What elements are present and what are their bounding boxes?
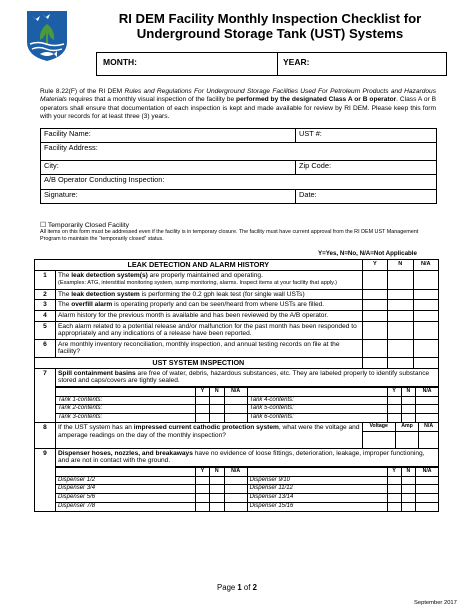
item-6-na[interactable] [413, 339, 438, 357]
ust-number-field[interactable]: UST #: [296, 129, 437, 143]
intro-paragraph: Rule 8.22(F) of the RI DEM Rules and Regulations For Underground Storage Facilities Used For Petroleum Products and Hazardous Materials requires that a monthly visual inspection of the facility be performed by the designated Class A or B operator. Class A or B operators shall ensure that documentation of each inspection is kept and made available for review by RI DEM. Please keep this form with your records for at least three (3) years. [40, 88, 436, 121]
item-3-no[interactable] [388, 300, 413, 311]
col-y-header: Y [362, 260, 387, 271]
voltage-input[interactable] [363, 431, 396, 448]
checklist-item-1: 1 The leak detection system(s) are properly maintained and operating. (Examples: ATG, interstitial monitoring system, sump monitoring, alarms. Inspect items at your facility that apply.) [35, 270, 439, 289]
checklist-item-3: 3 The overfill alarm is operating properly and can be seen/heard from where USTs are filled. [35, 300, 439, 311]
city-field[interactable]: City: [41, 161, 296, 175]
item-2-na[interactable] [413, 289, 438, 300]
signature-field[interactable]: Signature: [41, 189, 296, 203]
tank-6-label: Tank 6-contents: [249, 414, 294, 421]
operator-field[interactable]: A/B Operator Conducting Inspection: [41, 175, 437, 189]
month-year-box [96, 52, 447, 76]
legend: Y=Yes, N=No, N/A=Not Applicable [318, 250, 417, 257]
item-6-yes[interactable] [362, 339, 387, 357]
item-4-no[interactable] [388, 310, 413, 321]
dispenser-13-14-label: Dispenser 13/14 [249, 494, 294, 501]
item-5-na[interactable] [413, 321, 438, 339]
item-2-yes[interactable] [362, 289, 387, 300]
item-2-no[interactable] [388, 289, 413, 300]
page-title [80, 11, 460, 41]
item-1-yes[interactable] [362, 270, 387, 289]
item-4-na[interactable] [413, 310, 438, 321]
facility-info-table [40, 128, 437, 204]
tank-1-label: Tank 1-contents: [58, 396, 103, 403]
col-na-header: N/A [413, 260, 438, 271]
dispenser-3-4-label: Dispenser 3/4 [58, 485, 96, 492]
ri-dem-logo [26, 10, 68, 62]
checklist-item-2: 2 The leak detection system is performing the 0.2 gph leak test (for single wall USTs) [35, 289, 439, 300]
revision-date: September 2017 [414, 600, 457, 606]
inspection-checklist [34, 259, 439, 512]
section-leak-detection: LEAK DETECTION AND ALARM HISTORY [35, 260, 363, 271]
dispenser-15-16-label: Dispenser 15/16 [249, 503, 294, 510]
page-number: Page 1 of 2 [217, 583, 257, 592]
year-field[interactable]: YEAR: [283, 57, 310, 67]
section-ust-system: UST SYSTEM INSPECTION [35, 357, 363, 368]
dispenser-9-10-label: Dispenser 9/10 [249, 476, 290, 483]
temporarily-closed-checkbox[interactable]: ☐ Temporarily Closed Facility [40, 222, 130, 229]
item-5-no[interactable] [388, 321, 413, 339]
facility-name-field[interactable]: Facility Name: [41, 129, 296, 143]
item-3-na[interactable] [413, 300, 438, 311]
tank-5-label: Tank 5-contents: [249, 405, 294, 412]
checklist-item-5: 5 Each alarm related to a potential release and/or malfunction for the past month has been responded to appropriately and any indications of a release have been reported. [35, 321, 439, 339]
tank-2-label: Tank 2-contents: [58, 405, 103, 412]
amp-input[interactable] [395, 431, 419, 448]
dispenser-5-6-label: Dispenser 5/6 [58, 494, 96, 501]
date-field[interactable]: Date: [296, 189, 437, 203]
amp-label: Amp [395, 423, 419, 431]
checklist-item-7: 7 Spill containment basins are free of water, debris, hazardous substances, etc. They are labeled properly to identify substance stored and caps/covers are tightly sealed. [35, 368, 439, 386]
checklist-item-4: 4 Alarm history for the previous month is available and has been reviewed by the A/B operator. [35, 310, 439, 321]
facility-address-field[interactable]: Facility Address: [41, 143, 437, 161]
checklist-item-9: 9 Dispenser hoses, nozzles, and breakaways have no evidence of loose fittings, deterioration, leakage, improper functioning, and are not in contact with the ground. [35, 448, 439, 466]
dispenser-11-12-label: Dispenser 11/12 [249, 485, 293, 492]
checklist-item-6: 6 Are monthly inventory reconciliation, monthly inspection, and annual testing records on file at the facility? [35, 339, 439, 357]
item-4-yes[interactable] [362, 310, 387, 321]
tank-contents-table: Y N N/A Y N N/A Tank 1-contents: Tank 4-contents: Tank 2-contents: Tank 5-contents: Tank 3-contents: Tank 6-contents: [56, 387, 438, 422]
title-line-1: RI DEM Facility Monthly Inspection Checklist for [118, 11, 422, 26]
tank-3-label: Tank 3-contents: [58, 414, 103, 421]
dispenser-table: Y N N/A Y N N/A Dispenser 1/2 Dispenser 9/10 Dispenser 3/4 Dispenser 11/12 Dispenser 5/6 Dispenser 13/14 Dispenser 7/8 Dispenser 15/16 [56, 467, 438, 511]
dispenser-7-8-label: Dispenser 7/8 [58, 503, 96, 510]
item-1-na[interactable] [413, 270, 438, 289]
title-line-2: Underground Storage Tank (UST) Systems [136, 26, 404, 41]
temporarily-closed-note: All items on this form must be addressed even if the facility is in temporary closure. The facility must have current approval from the RI DEM UST Management Program to maintain the “temporarily closed” status. [40, 229, 419, 242]
item-1-no[interactable] [388, 270, 413, 289]
col-n-header: N [388, 260, 413, 271]
tank-4-label: Tank 4-contents: [249, 396, 294, 403]
voltage-label: Voltage [363, 423, 396, 431]
dispenser-1-2-label: Dispenser 1/2 [58, 476, 96, 483]
item-5-yes[interactable] [362, 321, 387, 339]
item-6-no[interactable] [388, 339, 413, 357]
zip-code-field[interactable]: Zip Code: [296, 161, 437, 175]
checklist-item-8: 8 If the UST system has an impressed current cathodic protection system, what were the voltage and amperage readings on the day of the monthly inspection? Voltage Amp N/A [35, 422, 439, 448]
item-3-yes[interactable] [362, 300, 387, 311]
month-field[interactable]: MONTH: [103, 57, 137, 67]
